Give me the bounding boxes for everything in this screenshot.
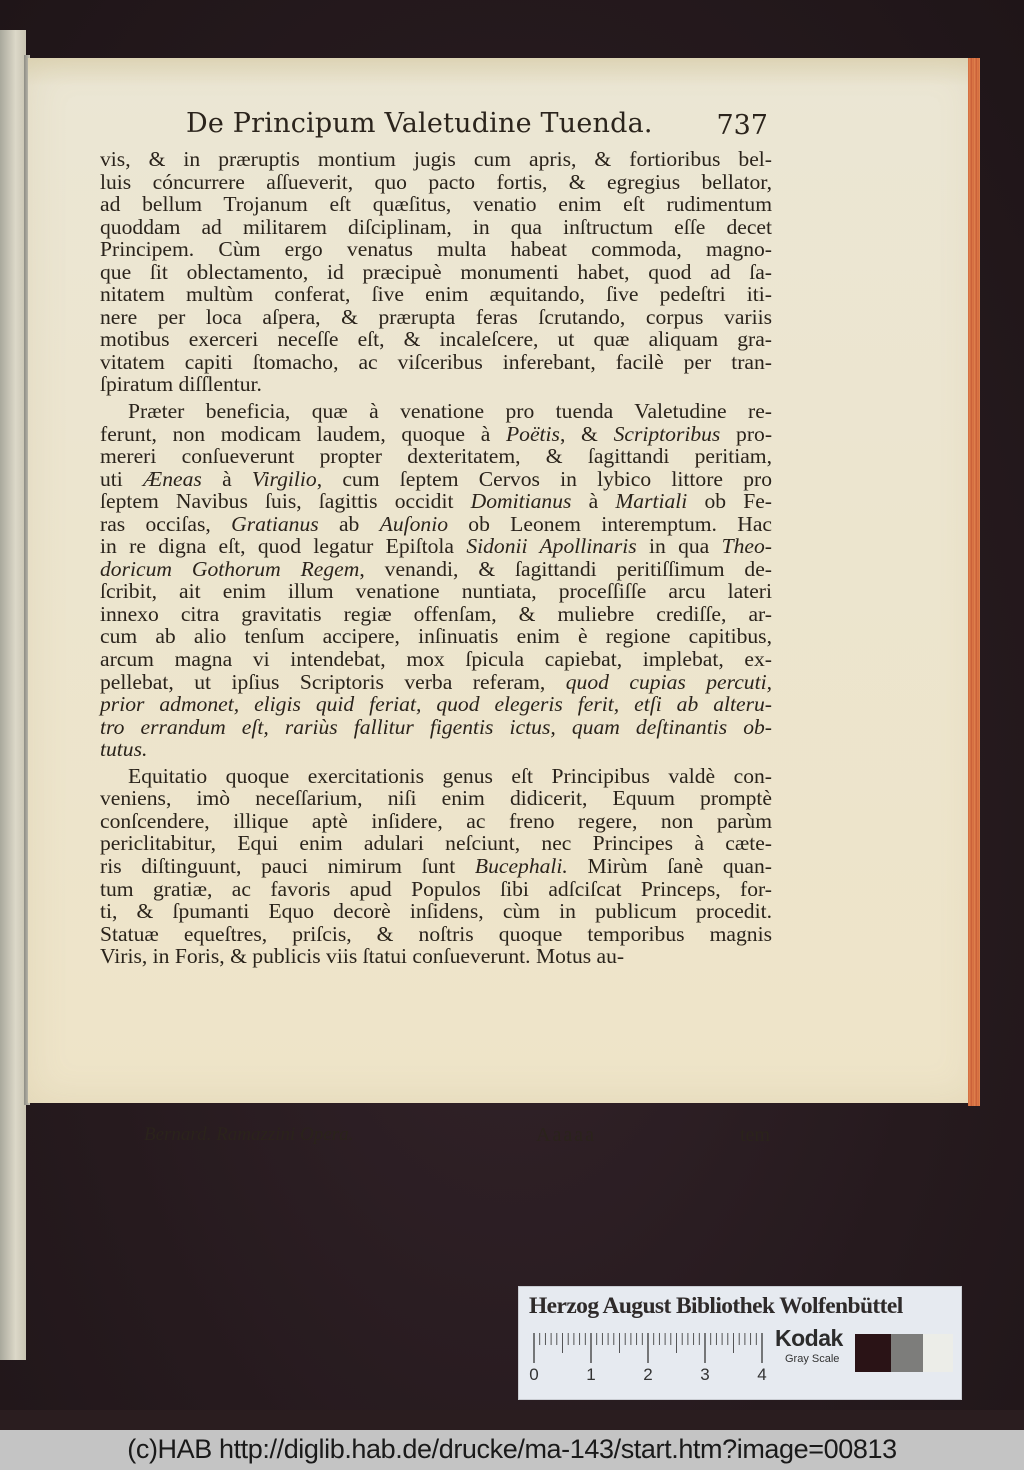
text-line: Statuæ equeſtres, priſcis, & noſtris quoque temporibus magnis (100, 921, 772, 946)
card-title: Herzog August Bibliothek Wolfenbüttel (529, 1293, 903, 1319)
text-line: uti Æneas à Virgilio, cum ſeptem Cervos in lybico littore pro (100, 466, 772, 491)
kodak-subtitle: Gray Scale (785, 1353, 840, 1365)
text-line: motibus exerceri neceſſe eſt, & incaleſcere, ut quæ aliquam gra- (100, 327, 772, 352)
ruler (529, 1333, 767, 1384)
ruler-label: 2 (643, 1365, 653, 1384)
ruler-label: 1 (586, 1365, 596, 1384)
ruler-label: 4 (757, 1365, 767, 1384)
text-line: Equitatio quoque exercitationis genus eſt Principibus valdè con- (128, 763, 772, 788)
text-line: tro errandum eſt, rariùs fallitur figentis ictus, quam deſtinantis ob- (100, 714, 772, 739)
scan-bottom-edge (0, 1410, 1024, 1430)
text-line: ras occiſas, Gratianus ab Auſonio ob Leonem interemptum. Hac (100, 511, 772, 536)
text-line: ad bellum Trojanum eſt quæſitus, venatio enim eſt rudimentum (100, 192, 772, 217)
source-url: (c)HAB http://diglib.hab.de/drucke/ma-143/start.htm?image=00813 (127, 1434, 897, 1464)
text-line: doricum Gothorum Regem, venandi, & ſagittandi peritiſſimum de- (100, 556, 772, 581)
gray-swatch-mid (891, 1334, 923, 1372)
text-line: tutus. (100, 737, 148, 762)
footer-author: Bernard. Ramazzini Opera. (144, 1124, 354, 1145)
page-header (128, 108, 778, 148)
text-line: vis, & in præruptis montium jugis cum apris, & fortioribus bel- (100, 147, 772, 171)
text-line: ti, & ſpumanti Equo decorè inſidens, cùm in publicum procedit. (100, 899, 772, 924)
text-line: quoddam ad militarem diſciplinam, in qua inſtructum eſſe decet (100, 214, 772, 239)
ruler-label: 3 (700, 1365, 710, 1384)
running-head: De Principum Valetudine Tuenda. (186, 108, 653, 139)
text-line: Præter beneficia, quæ à venatione pro tuenda Valetudine re- (128, 399, 772, 424)
text-line: conſcendere, illique aptè inſidere, ac freno regere, non parùm (100, 808, 772, 833)
text-line: nitatem multùm conferat, ſive enim æquitando, ſive pedeſtri iti- (100, 282, 772, 307)
text-line: innexo citra gravitatis regiæ offenſam, & muliebre crediſſe, ar- (100, 601, 772, 626)
text-line: in re digna eſt, quod legatur Epiſtola Sidonii Apollinaris in qua Theo- (100, 534, 772, 559)
left-page-edge (0, 30, 26, 1360)
catchword: tem (740, 1124, 770, 1146)
kodak-logo: Kodak (775, 1325, 843, 1351)
text-line: periclitabitur, Equi enim adulari neſciunt, nec Principes à cæte- (100, 831, 772, 856)
text-line: nere per loca aſpera, & prærupta feras ſcrutando, corpus variis (100, 304, 772, 329)
text-line: cum ab alio tenſum accipere, inſinuatis enim è regione capitibus, (100, 624, 772, 649)
gray-swatch-dark (855, 1334, 891, 1372)
signature-mark: Aaaaa (536, 1124, 596, 1146)
text-line: Principem. Cùm ergo venatus multa habeat commoda, magno- (100, 237, 772, 262)
text-line: arcum magna vi intendebat, mox ſpicula capiebat, implebat, ex- (100, 647, 772, 672)
text-line: Viris, in Foris, & publicis viis ſtatui conſueverunt. Motus au- (100, 944, 625, 969)
text-line: pellebat, ut ipſius Scriptoris verba referam, quod cupias percuti, (100, 669, 772, 694)
text-line: que ſit oblectamento, id præcipuè monumenti habet, quod ad ſa- (100, 259, 772, 284)
text-line: tum gratiæ, ac favoris apud Populos ſibi adſciſcat Princeps, for- (100, 876, 772, 901)
ruler-label: 0 (529, 1365, 539, 1384)
body-text (100, 148, 772, 968)
ruler-ticks-icon (533, 1333, 765, 1363)
text-line: vitatem capiti ſtomacho, ac viſceribus inferebant, facilè per tran- (100, 349, 772, 374)
text-line: ferunt, non modicam laudem, quoque à Poëtis, & Scriptoribus pro- (100, 421, 773, 446)
page-stain (28, 58, 978, 86)
text-line: ſeptem Navibus ſuis, ſagittis occidit Domitianus à Martiali ob Fe- (100, 489, 772, 514)
text-line: ſcribit, ait enim illum venatione nuntiata, proceſſiſſe arcu lateri (100, 579, 772, 604)
page-footer (100, 1124, 772, 1148)
text-line: prior admonet, eligis quid feriat, quod elegeris ferit, etſi ab alteru- (100, 692, 772, 717)
text-line: ris diſtinguunt, pauci nimirum ſunt Bucephali. Mirùm ſanè quan- (100, 853, 772, 878)
gray-swatch-light (923, 1334, 953, 1372)
page-number: 737 (716, 110, 768, 141)
red-fore-edge (968, 58, 980, 1106)
color-calibration-card (518, 1286, 962, 1400)
source-bar (0, 1430, 1024, 1470)
text-line: veniens, imò neceſſarium, niſi enim didicerit, Equum promptè (100, 786, 772, 811)
text-line: mereri conſueverunt propter dexteritatem, & ſagittandi peritiam, (100, 444, 772, 469)
text-line: luis cóncurrere aſſueverit, quo pacto fortis, & egregius bellator, (100, 169, 772, 194)
text-line: ſpiratum diſſlentur. (100, 372, 262, 397)
